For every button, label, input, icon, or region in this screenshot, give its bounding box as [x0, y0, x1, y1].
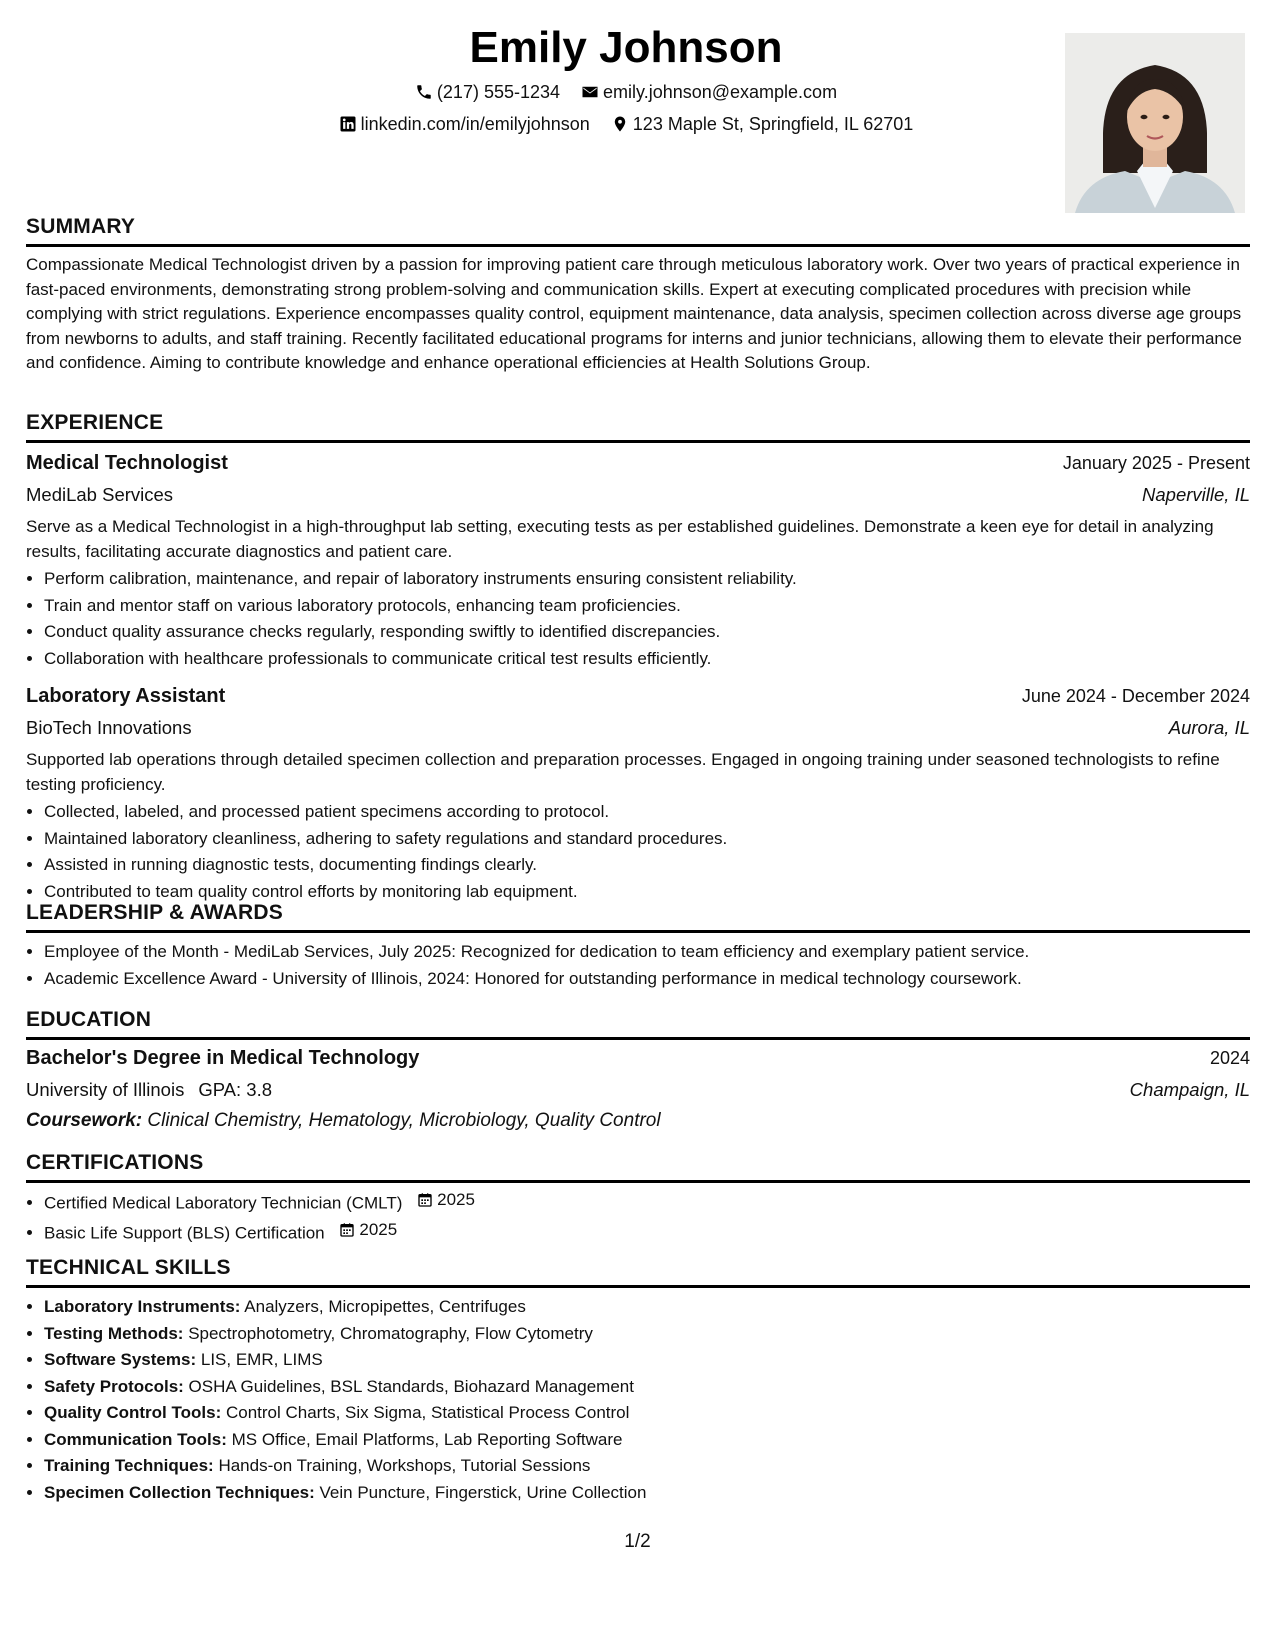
linkedin-text: linkedin.com/in/emilyjohnson — [360, 114, 590, 134]
phone-text: (217) 555-1234 — [436, 82, 561, 102]
skill-label: Quality Control Tools: — [44, 1403, 222, 1422]
education-section — [26, 1007, 1250, 1136]
skill-value: Vein Puncture, Fingerstick, Urine Collection — [319, 1482, 647, 1502]
contact-line-1 — [26, 80, 1226, 107]
summary-heading: SUMMARY — [26, 214, 1250, 247]
skill-value: Spectrophotometry, Chromatography, Flow Cytometry — [188, 1323, 593, 1343]
linkedin-icon — [339, 115, 357, 133]
list-item — [44, 1347, 1250, 1374]
skill-value: Hands-on Training, Workshops, Tutorial Sessions — [218, 1456, 591, 1475]
school-and-gpa — [26, 1074, 272, 1106]
job-entry — [26, 680, 1250, 905]
experience-heading: EXPERIENCE — [26, 410, 1250, 443]
skill-value: OSHA Guidelines, BSL Standards, Biohazard Management — [188, 1376, 634, 1396]
cert-year: 2025 — [359, 1219, 398, 1239]
list-item: • Maintained laboratory cleanliness, adhering to safety regulations and standard procedures. — [44, 826, 1250, 853]
job-description: Supported lab operations through detailed specimen collection and preparation processes. Engaged in ongoing training under seasoned technologists to refine testing proficiency. — [26, 750, 1220, 794]
address-contact — [611, 112, 914, 136]
profile-photo — [1065, 33, 1245, 213]
experience-section — [26, 410, 1250, 905]
skills-heading: TECHNICAL SKILLS — [26, 1255, 1250, 1288]
school-location: Champaign, IL — [1129, 1079, 1250, 1100]
list-item — [44, 1400, 1250, 1427]
email-contact[interactable] — [581, 80, 837, 104]
skill-label: Testing Methods: — [44, 1323, 184, 1343]
leadership-section — [26, 900, 1250, 992]
phone-icon — [415, 83, 433, 101]
resume-header — [26, 0, 1250, 226]
envelope-icon — [581, 83, 599, 101]
degree-title: Bachelor's Degree in Medical Technology — [26, 1047, 420, 1069]
list-item — [44, 1187, 1250, 1217]
skill-label: Laboratory Instruments: — [44, 1297, 241, 1316]
certifications-list — [26, 1187, 1250, 1247]
gpa: GPA: 3.8 — [198, 1079, 273, 1100]
list-item: • Assisted in running diagnostic tests, documenting findings clearly. — [44, 852, 1250, 879]
coursework-label: Coursework: — [26, 1110, 143, 1131]
leadership-heading: LEADERSHIP & AWARDS — [26, 900, 1250, 933]
company-name: BioTech Innovations — [26, 717, 192, 739]
job-bullets — [26, 799, 1250, 905]
list-item — [44, 1217, 1250, 1247]
coursework — [26, 1106, 1250, 1136]
graduation-year: 2024 — [1209, 1048, 1250, 1068]
list-item: • Train and mentor staff on various laboratory protocols, enhancing team proficiencies. — [44, 593, 1250, 620]
job-dates: January 2025 - Present — [1062, 453, 1250, 473]
skill-label: Communication Tools: — [44, 1429, 227, 1449]
page-indicator: 1/2 — [624, 1531, 651, 1552]
skill-value: Analyzers, Micropipettes, Centrifuges — [244, 1297, 526, 1316]
skill-label: Specimen Collection Techniques: — [44, 1482, 315, 1502]
summary-text: Compassionate Medical Technologist driven by a passion for improving patient care through meticulous laboratory work. Over two years of practical experience in fast-paced environments, demonstrating strong problem-solving and communication skills. Expert at executing complicated procedures with precision while complying with strict regulations. Experience encompasses quality control, equipment maintenance, data analysis, specimen collection across diverse age groups from newborns to adults, and staff training. Recently facilitated educational programs for interns and junior technicians, allowing them to elevate their performance and confidence. Aiming to contribute knowledge and enhance operational efficiencies at Health Solutions Group. — [26, 255, 1242, 373]
linkedin-contact[interactable] — [339, 112, 590, 136]
list-item — [44, 1427, 1250, 1454]
cert-name: Certified Medical Laboratory Technician (CMLT) — [44, 1193, 403, 1213]
list-item: • Perform calibration, maintenance, and repair of laboratory instruments ensuring consistent reliability. — [44, 566, 1250, 593]
list-item: • Collaboration with healthcare professionals to communicate critical test results efficiently. — [44, 646, 1250, 673]
contact-line-2 — [26, 112, 1226, 139]
list-item: • Employee of the Month - MediLab Services, July 2025: Recognized for dedication to team efficiency and exemplary patient service. — [44, 939, 1250, 966]
email-text: emily.johnson@example.com — [603, 82, 838, 102]
skill-label: Training Techniques: — [44, 1456, 214, 1475]
skill-value: Control Charts, Six Sigma, Statistical Process Control — [225, 1403, 630, 1422]
list-item — [44, 1480, 1250, 1507]
portrait-illustration — [1065, 33, 1245, 213]
list-item — [44, 1321, 1250, 1348]
cert-name: Basic Life Support (BLS) Certification — [44, 1223, 325, 1242]
job-dates: June 2024 - December 2024 — [1021, 686, 1250, 707]
job-title: Medical Technologist — [26, 452, 228, 474]
job-title: Laboratory Assistant — [26, 685, 226, 708]
list-item: • Academic Excellence Award - University of Illinois, 2024: Honored for outstanding performance in medical technology coursework. — [44, 966, 1250, 993]
skills-list — [26, 1294, 1250, 1506]
certifications-heading: CERTIFICATIONS — [26, 1150, 1250, 1183]
job-entry — [26, 447, 1250, 672]
skill-value: MS Office, Email Platforms, Lab Reporting Software — [231, 1429, 623, 1449]
skill-label: Safety Protocols: — [44, 1376, 184, 1396]
school-name: University of Illinois — [26, 1079, 185, 1100]
certifications-section — [26, 1150, 1250, 1247]
coursework-list: Clinical Chemistry, Hematology, Microbiology, Quality Control — [147, 1110, 661, 1131]
job-bullets — [26, 566, 1250, 672]
job-description: Serve as a Medical Technologist in a high-throughput lab setting, executing tests as per established guidelines. Demonstrate a keen eye for detail in analyzing results, facilitating accurate diagnostics and patient care. — [26, 517, 1214, 561]
calendar-icon — [339, 1222, 355, 1238]
calendar-icon — [417, 1192, 433, 1208]
skill-label: Software Systems: — [44, 1350, 197, 1369]
list-item: • Conduct quality assurance checks regularly, responding swiftly to identified discrepancies. — [44, 619, 1250, 646]
address-text: 123 Maple St, Springfield, IL 62701 — [632, 114, 914, 134]
map-pin-icon — [611, 115, 629, 133]
awards-list — [26, 939, 1250, 992]
skills-section — [26, 1255, 1250, 1506]
list-item: • Collected, labeled, and processed patient specimens according to protocol. — [44, 799, 1250, 826]
list-item: • Contributed to team quality control efforts by monitoring lab equipment. — [44, 879, 1250, 906]
company-name: MediLab Services — [26, 484, 174, 505]
list-item — [44, 1453, 1250, 1480]
job-location: Naperville, IL — [1142, 484, 1250, 505]
candidate-name: Emily Johnson — [469, 23, 783, 72]
resume-page — [26, 0, 1250, 1502]
job-location: Aurora, IL — [1168, 717, 1250, 739]
summary-section — [26, 214, 1250, 376]
list-item — [44, 1294, 1250, 1321]
cert-year: 2025 — [437, 1190, 475, 1209]
education-heading: EDUCATION — [26, 1007, 1250, 1040]
skill-value: LIS, EMR, LIMS — [200, 1350, 323, 1369]
list-item — [44, 1374, 1250, 1401]
phone-contact[interactable] — [415, 80, 560, 104]
